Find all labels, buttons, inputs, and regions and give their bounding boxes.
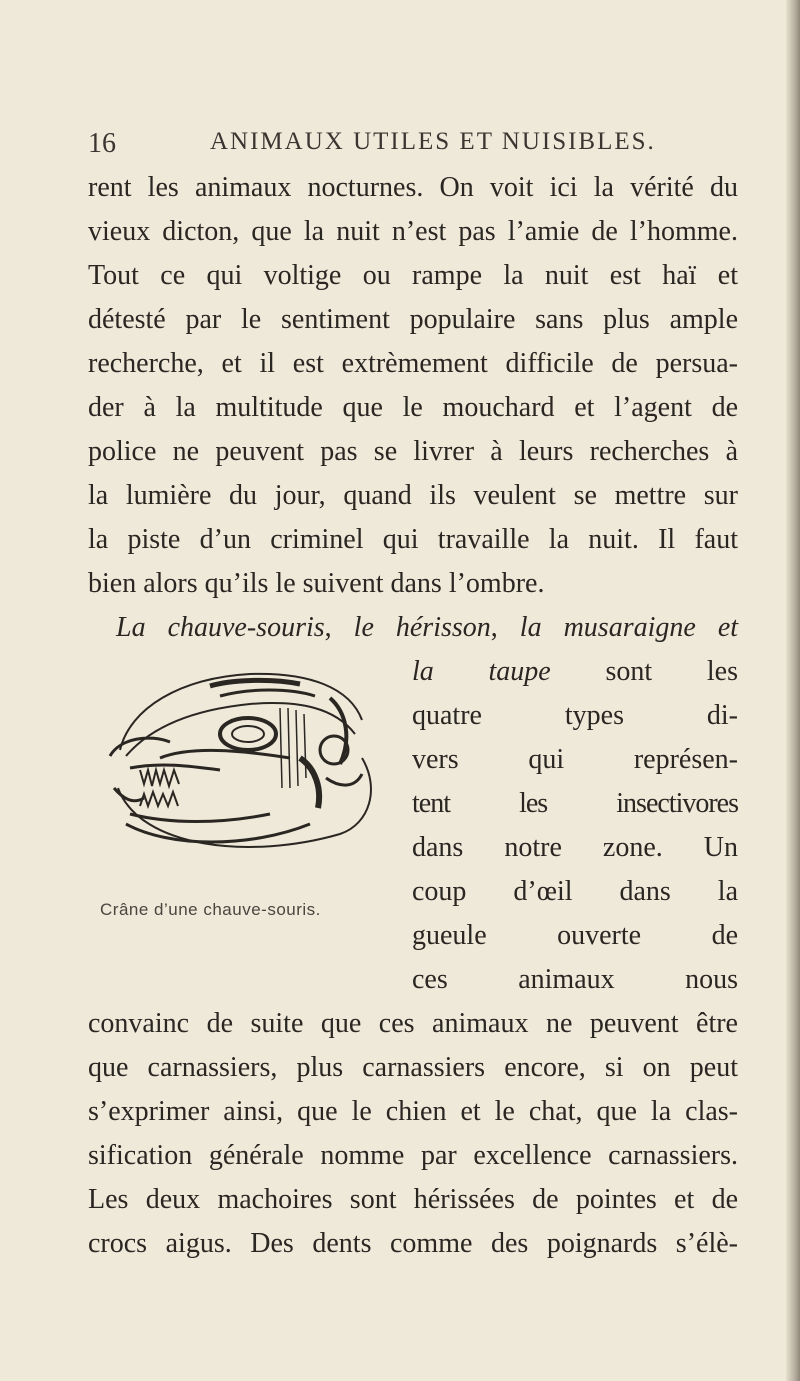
italic-term: le hérisson	[353, 612, 491, 643]
text-line: crocs aigus. Des dents comme des poignards s’élè-	[88, 1228, 738, 1259]
text-line: convainc de suite que ces animaux ne peuvent être	[88, 1008, 738, 1039]
text-run: ,	[490, 612, 520, 643]
text-line	[412, 656, 738, 688]
bat-skull-drawing	[100, 638, 398, 858]
text-line: quatre types di-	[412, 700, 738, 731]
text-line: der à la multitude que le mouchard et l’agent de	[88, 392, 738, 423]
text-run: ,	[324, 612, 354, 643]
text-line: coup d’œil dans la	[412, 876, 738, 907]
page-number: 16	[88, 128, 116, 159]
text-line: Tout ce qui voltige ou rampe la nuit est haï et	[88, 260, 738, 291]
italic-term: la taupe	[412, 656, 551, 687]
text-line: s’exprimer ainsi, que le chien et le chat, que la clas-	[88, 1096, 738, 1127]
running-title: ANIMAUX UTILES ET NUISIBLES.	[210, 128, 656, 155]
italic-term: et	[717, 612, 739, 643]
text-line: sification générale nomme par excellence carnassiers.	[88, 1140, 738, 1171]
text-line: vieux dicton, que la nuit n’est pas l’amie de l’homme.	[88, 216, 738, 247]
italic-term: La chauve-souris	[116, 612, 325, 643]
text-line: tent les insectivores	[412, 788, 738, 819]
text-line: police ne peuvent pas se livrer à leurs recherches à	[88, 436, 738, 467]
text-line: dans notre zone. Un	[412, 832, 738, 863]
text-line: détesté par le sentiment populaire sans plus ample	[88, 304, 738, 335]
page-edge	[786, 0, 800, 1381]
figure-caption: Crâne d’une chauve-souris.	[100, 900, 321, 919]
text-line: gueule ouverte de	[412, 920, 738, 951]
text-line: recherche, et il est extrèmement difficile de persua-	[88, 348, 738, 379]
text-line: la piste d’un criminel qui travaille la nuit. Il faut	[88, 524, 738, 555]
text-line: la lumière du jour, quand ils veulent se mettre sur	[88, 480, 738, 511]
text-run	[696, 612, 718, 643]
text-line: bien alors qu’ils le suivent dans l’ombre.	[88, 568, 545, 599]
text-line: vers qui représen-	[412, 744, 738, 775]
text-line: Les deux machoires sont hérissées de pointes et de	[88, 1184, 738, 1215]
bat-skull-illustration	[100, 638, 398, 878]
text-line: ces animaux nous	[412, 964, 738, 995]
running-head	[88, 128, 748, 168]
italic-term: la musaraigne	[519, 612, 696, 643]
text-run: sont les	[550, 656, 738, 687]
text-line: rent les animaux nocturnes. On voit ici la vérité du	[88, 172, 738, 203]
text-line: que carnassiers, plus carnassiers encore, si on peut	[88, 1052, 738, 1083]
